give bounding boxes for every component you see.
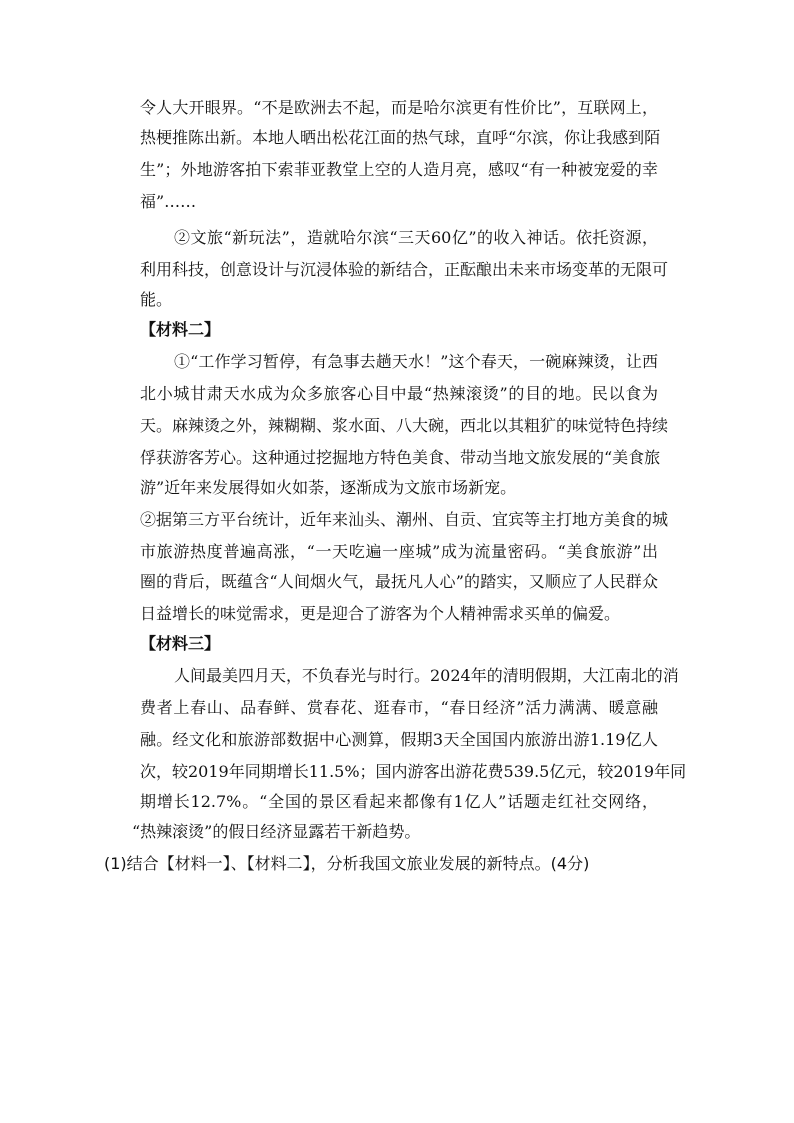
text-line: 令人大开眼界。“不是欧洲去不起，而是哈尔滨更有性价比”，互联网上， [140, 98, 658, 117]
text-line: 市旅游热度普遍高涨，“一天吃遍一座城”成为流量密码。“美食旅游”出 [140, 542, 658, 561]
text-line: ②文旅“新玩法”，造就哈尔滨“三天60亿”的收入神话。依托资源， [174, 228, 658, 247]
question-prompt: (1)结合【材料一】、【材料二】，分析我国文旅业发展的新特点。(4分) [104, 854, 590, 873]
text-line: 利用科技，创意设计与沉浸体验的新结合，正酝酿出未来市场变革的无限可 [140, 260, 669, 279]
text-line: 圈的背后，既蕴含“人间烟火气，最抚凡人心”的踏实，又顺应了人民群众 [140, 572, 658, 591]
text-line: 期增长12.7%。“全国的景区看起来都像有1亿人”话题走红社交网络， [140, 792, 658, 811]
section-heading-material-3: 【材料三】 [140, 634, 221, 653]
text-line: “热辣滚烫”的假日经济显露若干新趋势。 [132, 822, 421, 841]
text-line: 融。经文化和旅游部数据中心测算，假期3天全国国内旅游出游1.19亿人 [140, 730, 658, 749]
text-line: ①“工作学习暂停，有急事去趟天水！”这个春天，一碗麻辣烫，让西 [174, 352, 658, 371]
section-heading-material-2: 【材料二】 [140, 320, 221, 339]
text-line: 次，较2019年同期增长11.5%；国内游客出游花费539.5亿元，较2019年同 [140, 762, 687, 781]
text-line: 俘获游客芳心。这种通过挖掘地方特色美食、带动当地文旅发展的“美食旅 [140, 448, 661, 467]
text-line: 热梗推陈出新。本地人晒出松花江面的热气球，直呼“尔滨，你让我感到陌 [140, 128, 661, 147]
text-line: 北小城甘肃天水成为众多旅客心目中最“热辣滚烫”的目的地。民以食为 [140, 384, 658, 403]
text-line: 福”…… [140, 192, 197, 211]
text-line: 人间最美四月天，不负春光与时行。2024年的清明假期，大江南北的消 [174, 666, 679, 685]
text-line: 天。麻辣烫之外，辣糊糊、浆水面、八大碗，西北以其粗犷的味觉特色持续 [140, 416, 669, 435]
text-line: 生”；外地游客拍下索菲亚教堂上空的人造月亮，感叹“有一种被宠爱的幸 [140, 160, 658, 179]
text-line: 能。 [140, 290, 173, 309]
text-line: 日益增长的味觉需求，更是迎合了游客为个人精神需求买单的偏爱。 [140, 604, 621, 623]
text-line: ②据第三方平台统计，近年来汕头、潮州、自贡、宜宾等主打地方美食的城 [140, 510, 669, 529]
text-line: 游”近年来发展得如火如荼，逐渐成为文旅市场新宠。 [140, 478, 517, 497]
text-line: 费者上春山、品春鲜、赏春花、逛春市，“春日经济”活力满满、暖意融 [140, 698, 658, 717]
